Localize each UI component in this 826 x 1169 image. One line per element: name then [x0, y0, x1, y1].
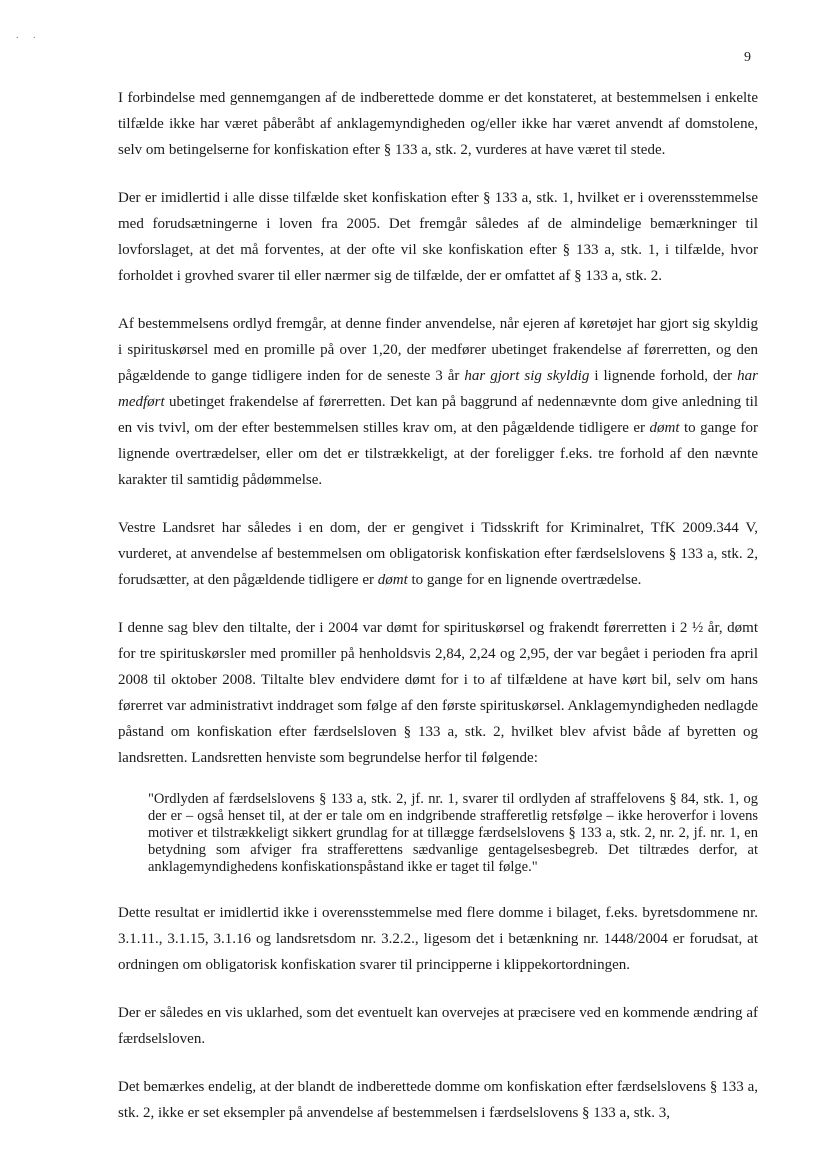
paragraph-1: I forbindelse med gennemgangen af de indberettede domme er det konstateret, at bestemmelsen i enkelte tilfælde ikke har været påberåbt af anklagemyndigheden og/eller ikke har været anvendt af domstolene, selv om betingelserne for konfiskation efter § 133 a, stk. 2, vurderes at have været til stede.: [118, 90, 758, 158]
scan-marks: . .: [16, 30, 42, 41]
paragraph-4-text-a: Vestre Landsret har således i en dom, der er gengivet i Tidsskrift for Kriminalret, TfK 2009.344 V, vurderet, at anvendelse af bestemmelsen om obligatorisk konfiskation efter færdselslovens § 133 a, stk. 2, forudsætter, at den pågældende tidligere er: [118, 520, 758, 588]
paragraph-7: Der er således en vis uklarhed, som det eventuelt kan overvejes at præcisere ved en kommende ændring af færdselsloven.: [118, 1005, 758, 1047]
paragraph-3-emphasis-3: dømt: [649, 420, 680, 436]
paragraph-2: Der er imidlertid i alle disse tilfælde sket konfiskation efter § 133 a, stk. 1, hvilket er i overensstemmelse med forudsætningerne i loven fra 2005. Det fremgår således af de almindelige bemærkninger til lovforslaget, at det må forventes, at der ofte vil ske konfiskation efter § 133 a, stk. 1, i tilfælde, hvor forholdet i grovhed svarer til eller nærmer sig de tilfælde, der er omfattet af § 133 a, stk. 2.: [118, 190, 758, 284]
document-body: [118, 85, 758, 1148]
paragraph-4: [118, 515, 758, 593]
paragraph-3-text-a: Af bestemmelsens ordlyd fremgår, at denne finder anvendelse, når ejeren af køretøjet har gjort sig skyldig i spirituskørsel med en promille på over 1,20, der medfører ubetinget frakendelse af førerretten, og den pågældende to gange tidligere inden for de seneste 3 år: [118, 316, 758, 384]
block-quote: "Ordlyden af færdselslovens § 133 a, stk. 2, jf. nr. 1, svarer til ordlyden af straffelovens § 84, stk. 1, og der er – også henset til, at der er tale om en indgribende strafferetlig retsfølge – ikke heroverfor i lovens motiver et tilstrækkeligt sikkert grundlag for at tillægge færdselslovens § 133 a, stk. 2, nr. 2, jf. nr. 1, en betydning som afviger fra strafferettens sædvanlige gentagelsesbegreb. Det tiltrædes derfor, at anklagemyndighedens konfiskationspåstand ikke er taget til følge.": [148, 791, 758, 875]
paragraph-4-emphasis: dømt: [377, 572, 408, 588]
paragraph-3-text-c: ubetinget frakendelse af førerretten. Det kan på baggrund af nedennævnte dom give anledning til en vis tvivl, om der efter bestemmelsen stilles krav om, at den pågældende tidligere er: [118, 394, 758, 436]
paragraph-5: I denne sag blev den tiltalte, der i 2004 var dømt for spirituskørsel og frakendt førerretten i 2 ½ år, dømt for tre spirituskørsler med promiller på henholdsvis 2,84, 2,24 og 2,95, der var begået i perioden fra april 2008 til oktober 2008. Tiltalte blev endvidere dømt for i to af tilfældene at have kørt bil, selv om hans førerret var administrativt inddraget som følge af den første spirituskørsel. Anklagemyndigheden nedlagde påstand om konfiskation efter færdselsloven § 133 a, stk. 2, hvilket blev afvist både af byretten og landsretten. Landsretten henviste som begrundelse herfor til følgende:: [118, 620, 758, 766]
page-number: 9: [744, 50, 751, 65]
paragraph-3-emphasis-1: har gjort sig skyldig: [464, 368, 590, 384]
paragraph-3-text-d: to gange for lignende overtrædelser, eller om det er tilstrækkeligt, at der foreligger f.eks. tre forhold af den nævnte karakter til samtidig pådømmelse.: [118, 420, 758, 488]
paragraph-6: Dette resultat er imidlertid ikke i overensstemmelse med flere domme i bilaget, f.eks. byretsdommene nr. 3.1.11., 3.1.15, 3.1.16 og landsretsdom nr. 3.2.2., ligesom det i betænkning nr. 1448/2004 er forudsat, at ordningen om obligatorisk konfiskation svarer til principperne i klippekortordningen.: [118, 905, 758, 973]
paragraph-4-text-b: to gange for en lignende overtrædelse.: [407, 572, 642, 588]
paragraph-3-emphasis-2: har medført: [118, 368, 758, 410]
paragraph-3: [118, 311, 758, 493]
paragraph-8: Det bemærkes endelig, at der blandt de indberettede domme om konfiskation efter færdselslovens § 133 a, stk. 2, ikke er set eksempler på anvendelse af bestemmelsen i færdselslovens § 133 a, stk. 3,: [118, 1079, 758, 1121]
paragraph-3-text-b: i lignende forhold, der: [589, 368, 738, 384]
